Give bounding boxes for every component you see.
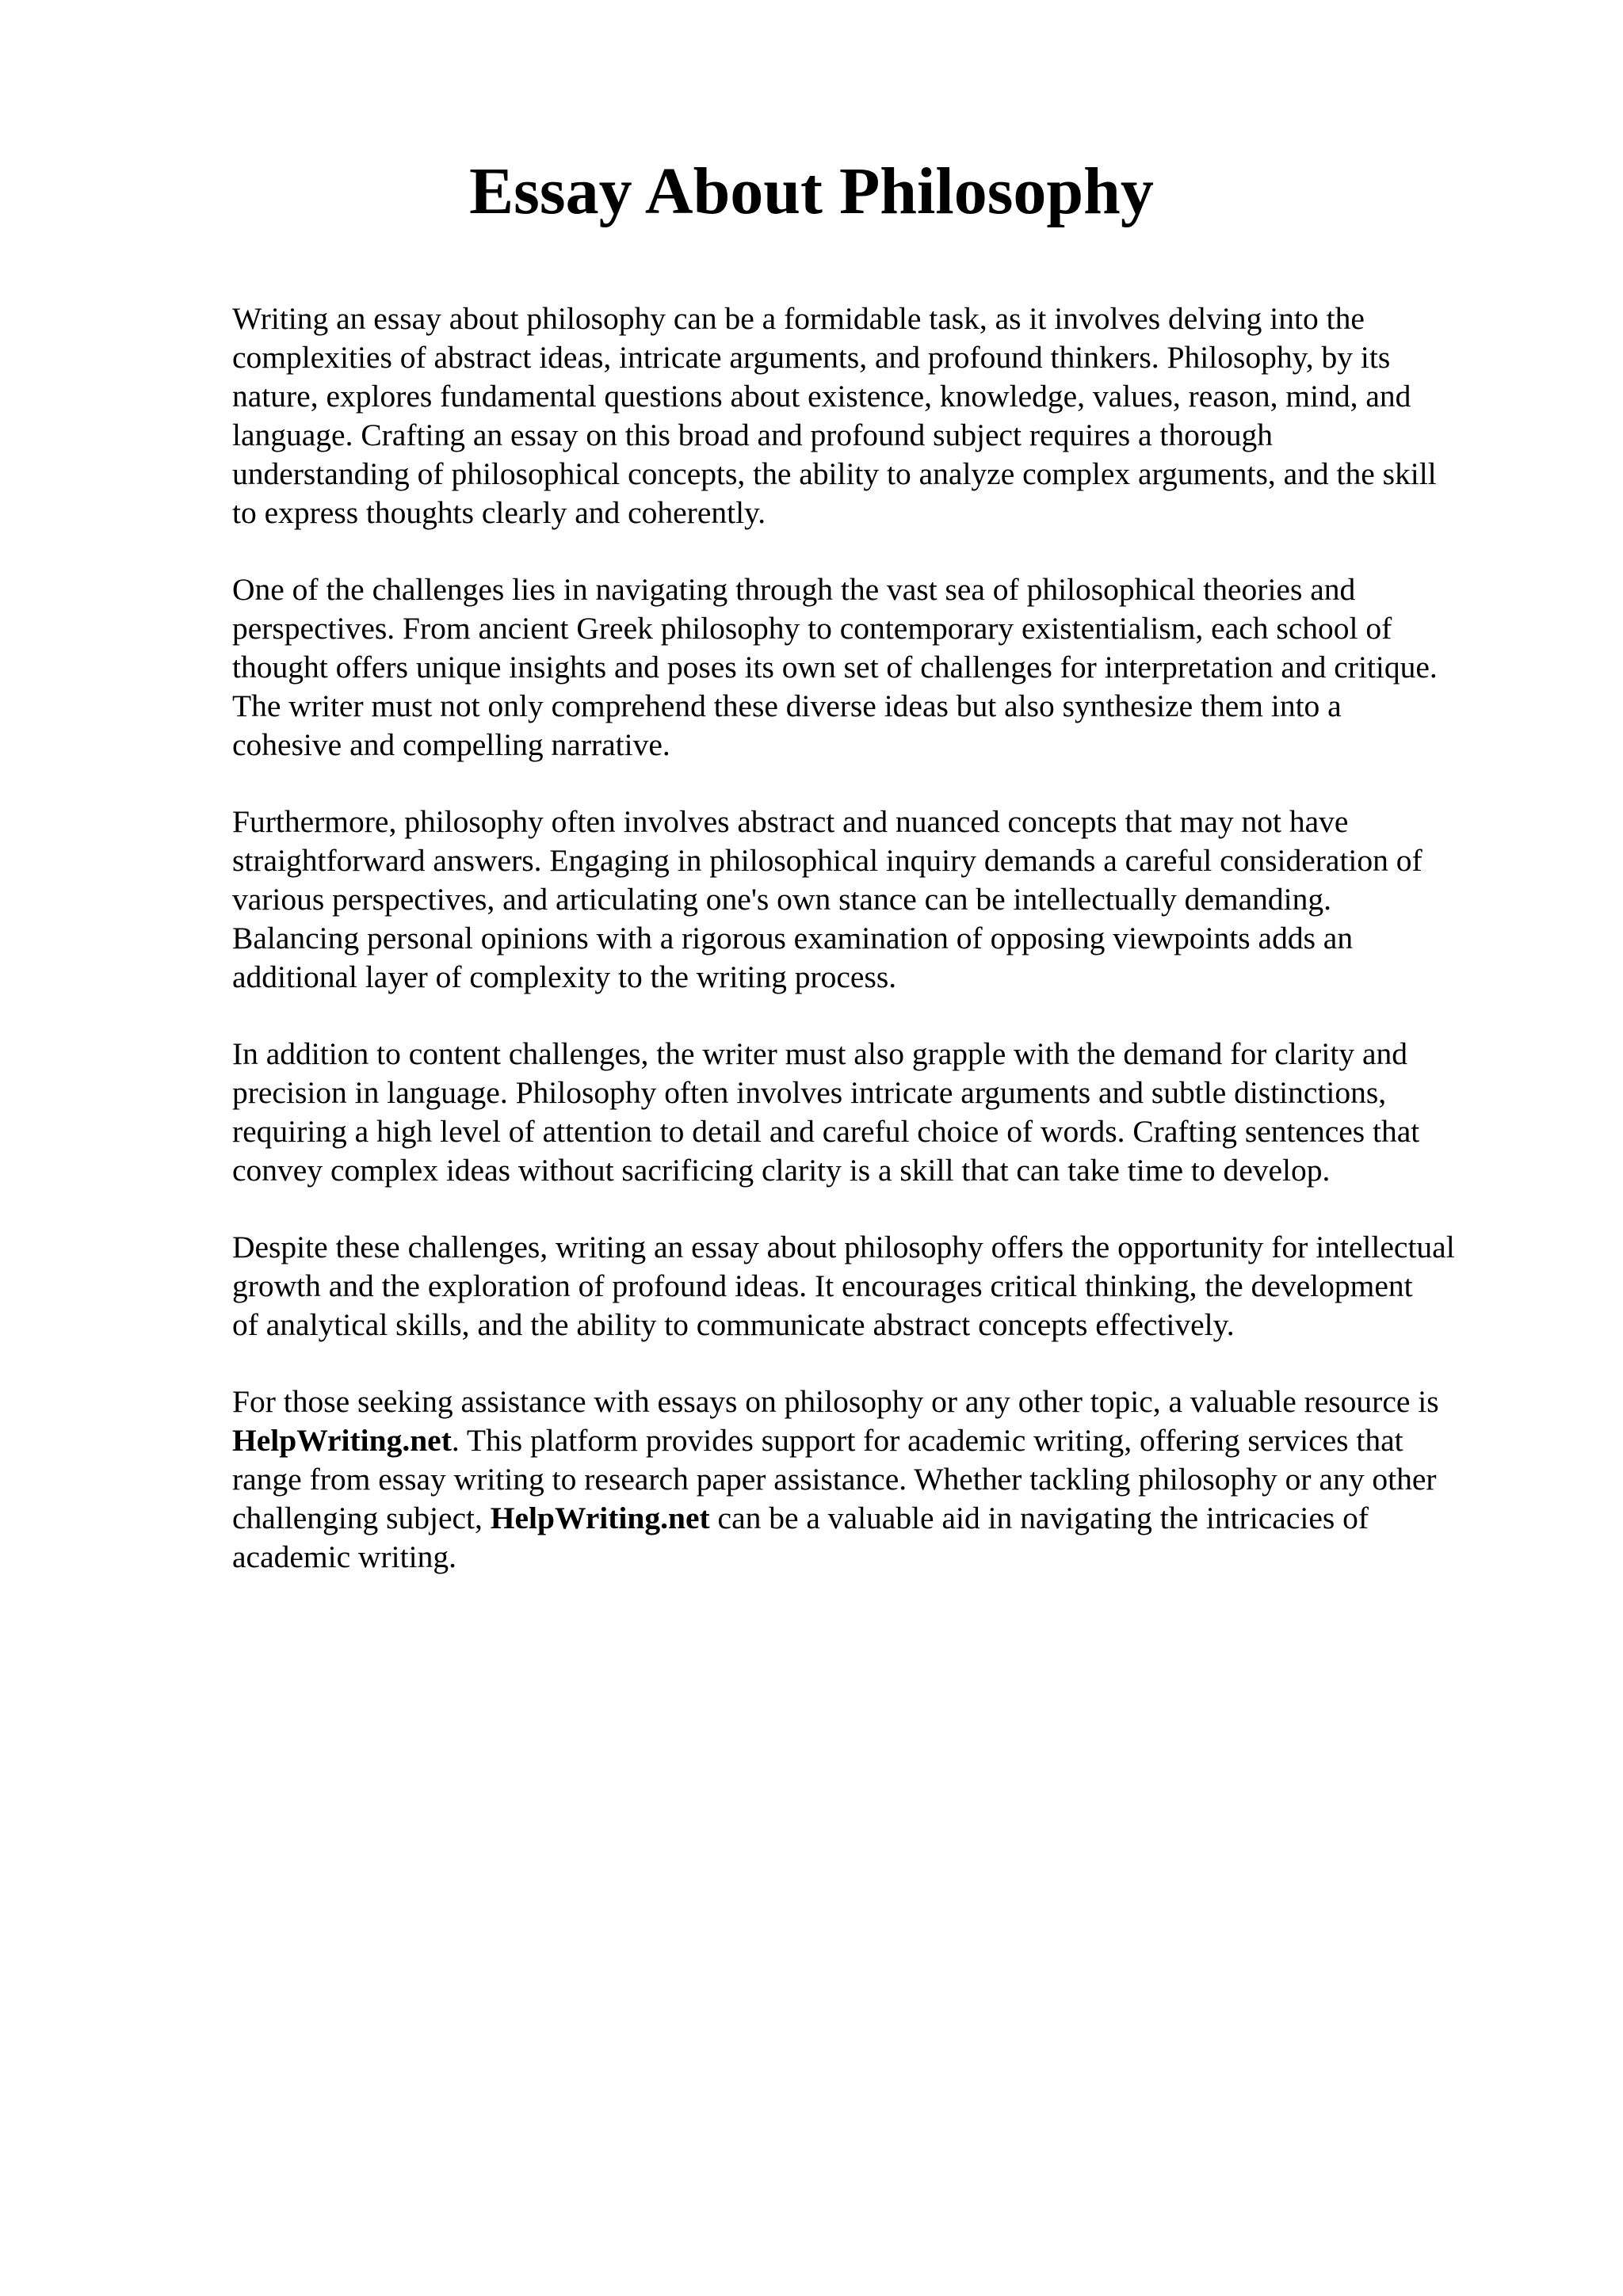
essay-body bbox=[232, 299, 1532, 1615]
text-fragment: challenging subject, bbox=[232, 1501, 491, 1535]
text-line: perspectives. From ancient Greek philosophy to contemporary existentialism, each school of bbox=[232, 611, 1392, 646]
text-line: nature, explores fundamental questions about existence, knowledge, values, reason, mind, and bbox=[232, 379, 1411, 414]
text-line: Furthermore, philosophy often involves abstract and nuanced concepts that may not have bbox=[232, 804, 1349, 839]
text-fragment: can be a valuable aid in navigating the intricacies of bbox=[709, 1501, 1369, 1535]
page-title: Essay About Philosophy bbox=[469, 154, 1154, 228]
text-line: One of the challenges lies in navigating through the vast sea of philosophical theories and bbox=[232, 572, 1356, 607]
paragraph-2 bbox=[232, 570, 1532, 765]
text-line: language. Crafting an essay on this broad and profound subject requires a thorough bbox=[232, 418, 1274, 452]
paragraph-5 bbox=[232, 1228, 1532, 1344]
text-line: additional layer of complexity to the writing process. bbox=[232, 959, 897, 994]
text-line: The writer must not only comprehend these diverse ideas but also synthesize them into a bbox=[232, 688, 1342, 723]
helpwriting-link[interactable]: HelpWriting.net bbox=[490, 1501, 710, 1535]
paragraph-6 bbox=[232, 1383, 1532, 1577]
paragraph-3 bbox=[232, 803, 1532, 997]
text-line: of analytical skills, and the ability to communicate abstract concepts effectively. bbox=[232, 1307, 1235, 1342]
text-line: Balancing personal opinions with a rigorous examination of opposing viewpoints adds an bbox=[232, 921, 1354, 955]
text-line: academic writing. bbox=[232, 1539, 456, 1574]
text-line: Despite these challenges, writing an essay about philosophy offers the opportunity for intellectual bbox=[232, 1230, 1455, 1264]
paragraph-4 bbox=[232, 1035, 1532, 1190]
text-line: understanding of philosophical concepts, the ability to analyze complex arguments, and the skill bbox=[232, 456, 1437, 491]
text-line bbox=[232, 1499, 1532, 1538]
text-line: range from essay writing to research paper assistance. Whether tackling philosophy or any other bbox=[232, 1462, 1437, 1497]
text-line: to express thoughts clearly and coherently. bbox=[232, 495, 766, 530]
text-line: Writing an essay about philosophy can be a formidable task, as it involves delving into the bbox=[232, 301, 1365, 336]
text-line: cohesive and compelling narrative. bbox=[232, 727, 670, 762]
text-fragment: . This platform provides support for academic writing, offering services that bbox=[451, 1423, 1403, 1458]
text-line: growth and the exploration of profound ideas. It encourages critical thinking, the development bbox=[232, 1268, 1413, 1303]
text-line: complexities of abstract ideas, intricate arguments, and profound thinkers. Philosophy, by its bbox=[232, 340, 1391, 375]
text-line: In addition to content challenges, the writer must also grapple with the demand for clarity and bbox=[232, 1036, 1408, 1071]
text-line: For those seeking assistance with essays on philosophy or any other topic, a valuable resource is bbox=[232, 1384, 1439, 1419]
text-line: requiring a high level of attention to detail and careful choice of words. Crafting sentences that bbox=[232, 1114, 1420, 1149]
text-line: straightforward answers. Engaging in philosophical inquiry demands a careful consideration of bbox=[232, 843, 1423, 878]
helpwriting-link[interactable]: HelpWriting.net bbox=[232, 1423, 452, 1458]
text-line: precision in language. Philosophy often involves intricate arguments and subtle distinctions, bbox=[232, 1075, 1387, 1110]
text-line bbox=[232, 1421, 1532, 1460]
text-line: convey complex ideas without sacrificing clarity is a skill that can take time to develop. bbox=[232, 1153, 1331, 1188]
paragraph-1 bbox=[232, 299, 1532, 532]
text-line: various perspectives, and articulating one's own stance can be intellectually demanding. bbox=[232, 882, 1331, 917]
text-line: thought offers unique insights and poses its own set of challenges for interpretation and critique. bbox=[232, 650, 1438, 685]
